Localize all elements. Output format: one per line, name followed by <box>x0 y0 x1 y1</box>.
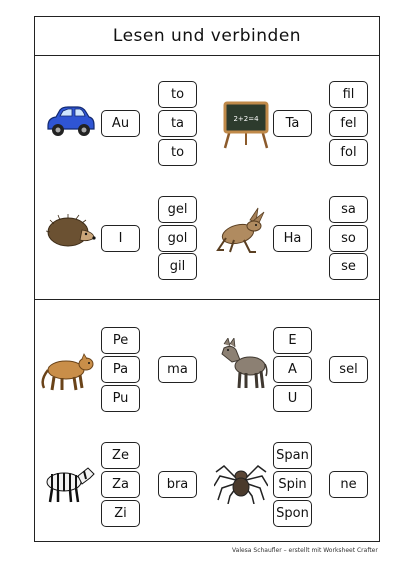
syllable-card[interactable]: Pa <box>101 356 140 383</box>
footer-credit: Valesa Schaufler – erstellt mit Worksheet Crafter <box>232 547 378 554</box>
syllable-card[interactable]: sel <box>329 356 368 383</box>
chalkboard-text: 2+2=4 <box>233 115 259 123</box>
syllable-card[interactable]: Za <box>101 471 140 498</box>
hare-picture <box>216 206 266 256</box>
syllable-card[interactable]: Pu <box>101 385 140 412</box>
syllable-card[interactable]: Spin <box>273 471 312 498</box>
chalkboard-picture <box>222 100 270 150</box>
section-divider <box>35 299 379 300</box>
syllable-card[interactable]: fil <box>329 81 368 108</box>
syllable-card[interactable]: gil <box>158 253 197 280</box>
puma-picture <box>38 350 96 392</box>
syllable-card[interactable]: to <box>158 139 197 166</box>
car-picture <box>44 104 96 138</box>
worksheet-title: Lesen und verbinden <box>35 17 379 56</box>
syllable-card[interactable]: Pe <box>101 327 140 354</box>
syllable-card[interactable]: Ha <box>273 225 312 252</box>
syllable-card[interactable]: bra <box>158 471 197 498</box>
syllable-card[interactable]: Span <box>273 442 312 469</box>
syllable-card[interactable]: ta <box>158 110 197 137</box>
syllable-card[interactable]: Zi <box>101 500 140 527</box>
syllable-card[interactable]: Au <box>101 110 140 137</box>
syllable-card[interactable]: U <box>273 385 312 412</box>
syllable-card[interactable]: ma <box>158 356 197 383</box>
syllable-card[interactable]: Spon <box>273 500 312 527</box>
syllable-card[interactable]: I <box>101 225 140 252</box>
syllable-card[interactable]: gol <box>158 225 197 252</box>
syllable-card[interactable]: ne <box>329 471 368 498</box>
syllable-card[interactable]: Ze <box>101 442 140 469</box>
spider-picture <box>214 458 268 504</box>
syllable-card[interactable]: fel <box>329 110 368 137</box>
syllable-card[interactable]: gel <box>158 196 197 223</box>
syllable-card[interactable]: sa <box>329 196 368 223</box>
syllable-card[interactable]: E <box>273 327 312 354</box>
hedgehog-picture <box>46 214 96 248</box>
donkey-picture <box>218 338 268 390</box>
syllable-card[interactable]: so <box>329 225 368 252</box>
syllable-card[interactable]: A <box>273 356 312 383</box>
syllable-card[interactable]: se <box>329 253 368 280</box>
syllable-card[interactable]: Ta <box>273 110 312 137</box>
zebra-picture <box>38 464 96 504</box>
syllable-card[interactable]: fol <box>329 139 368 166</box>
syllable-card[interactable]: to <box>158 81 197 108</box>
